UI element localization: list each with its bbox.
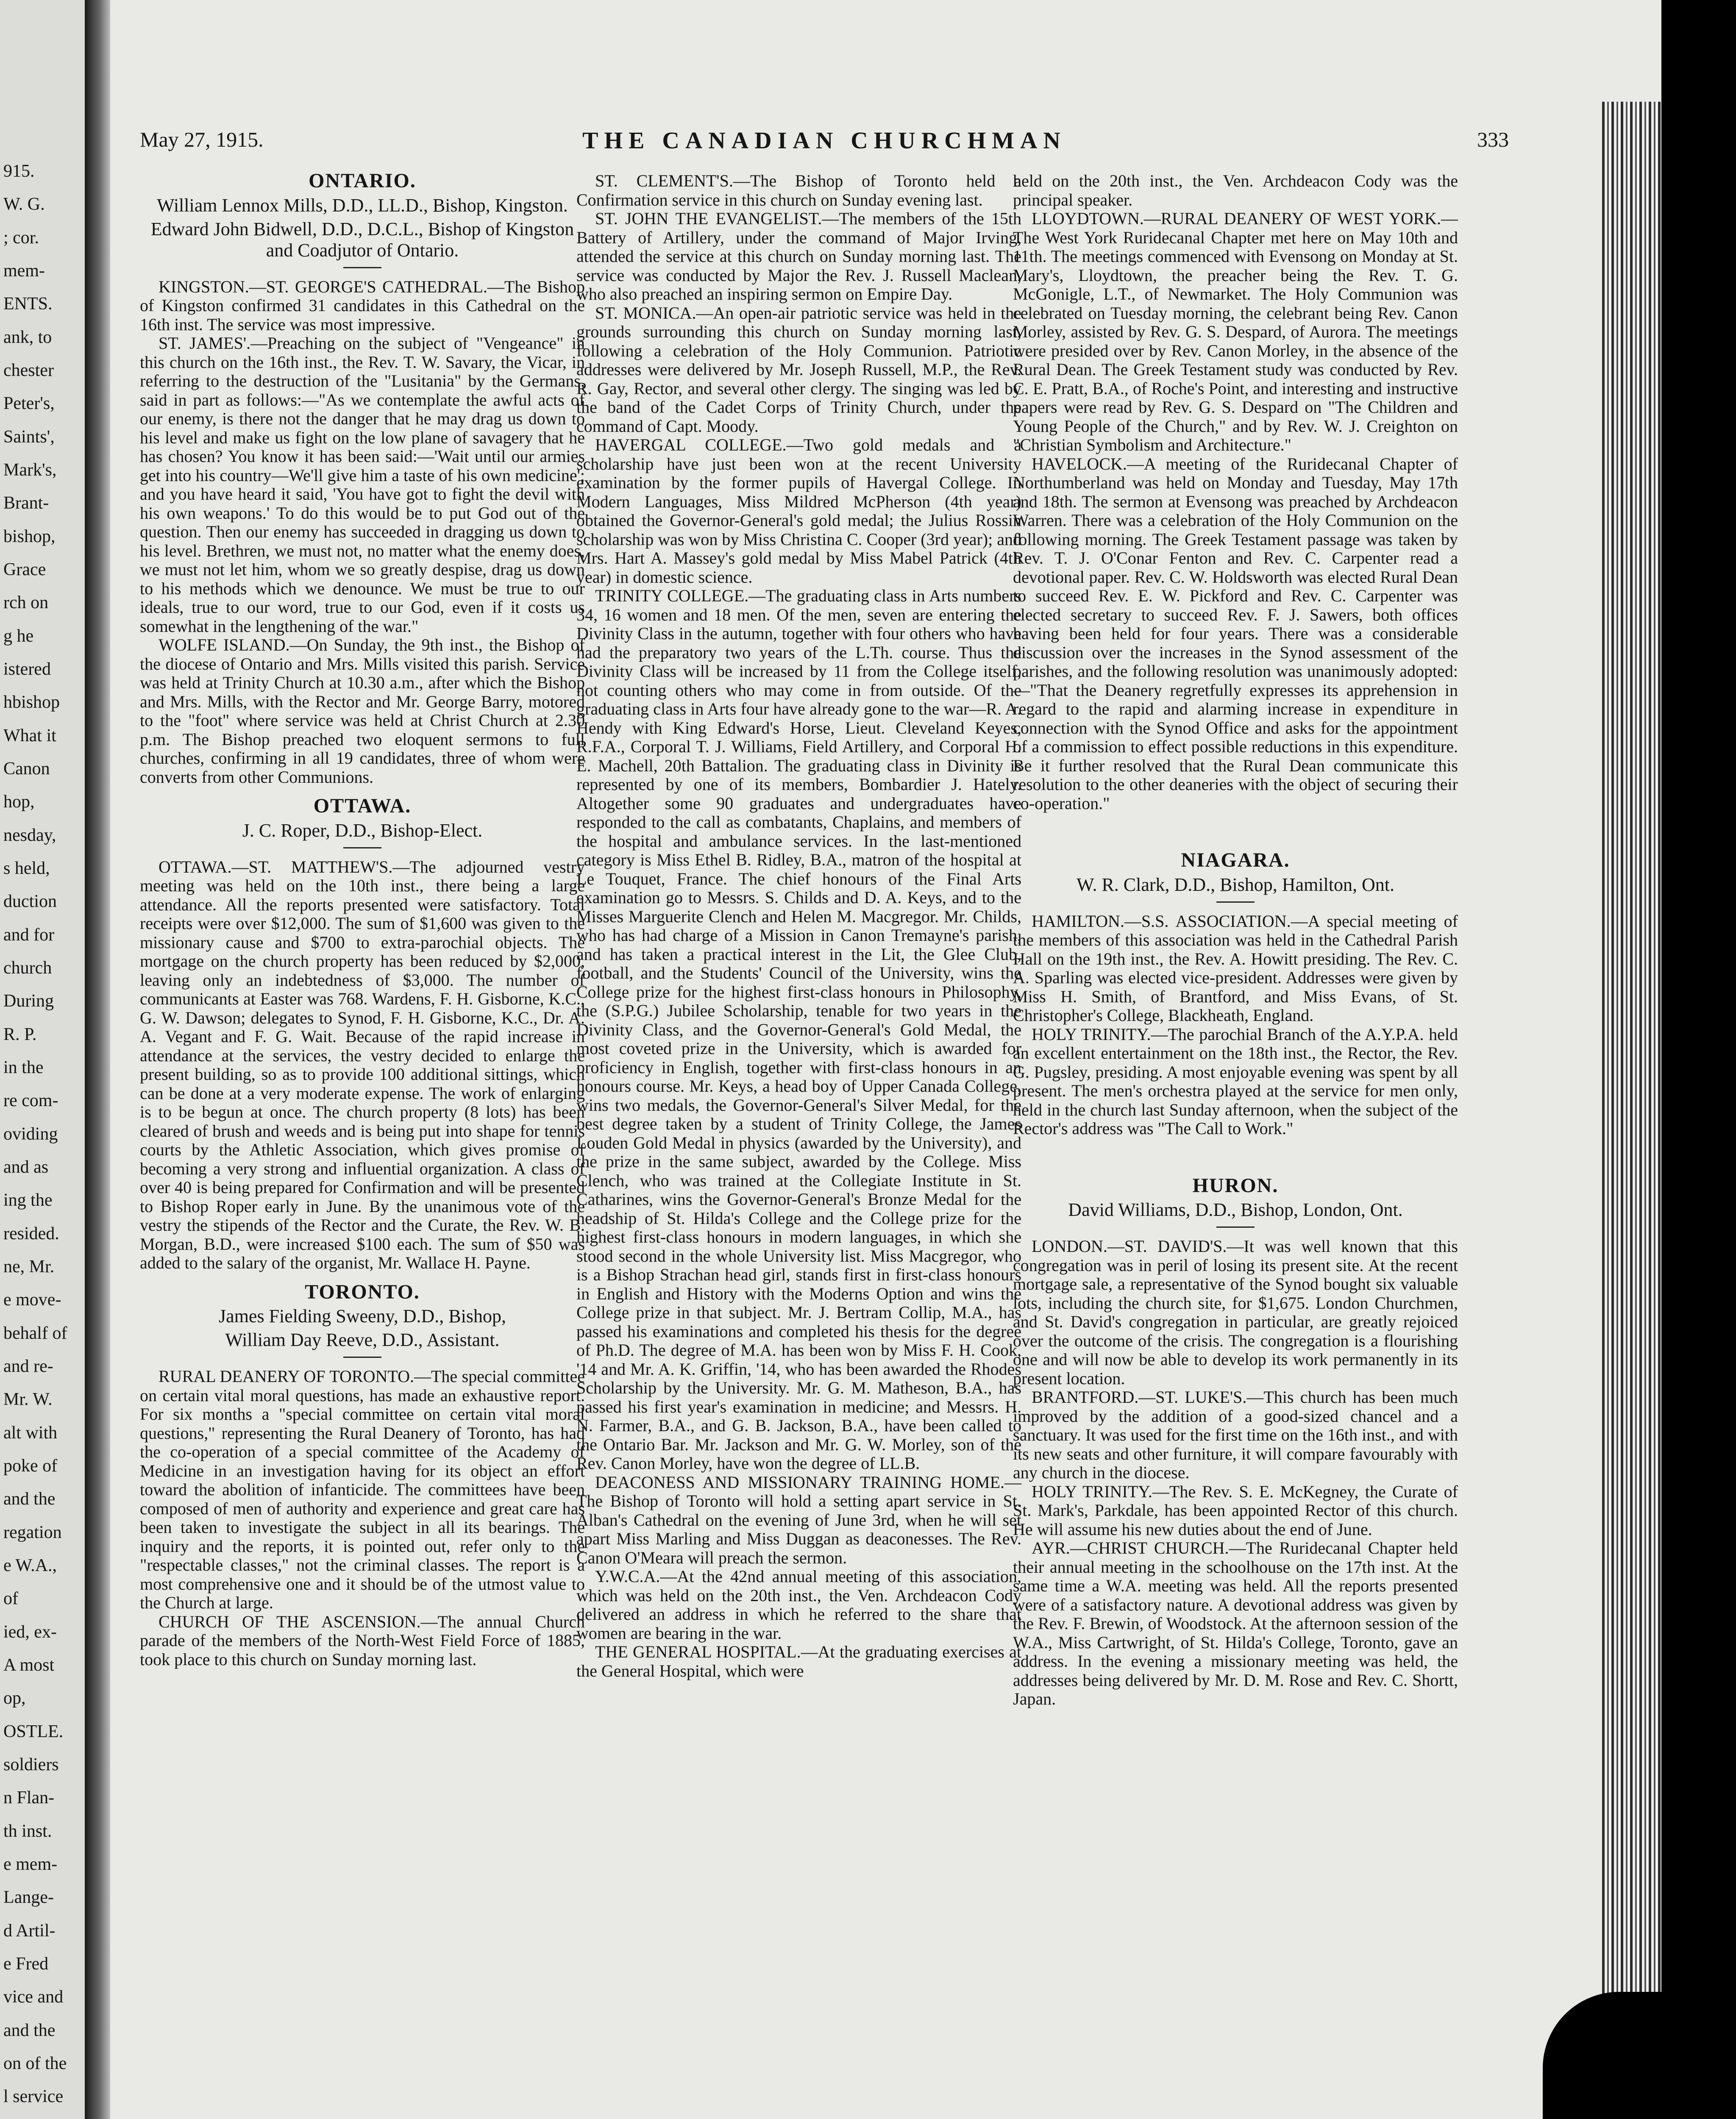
header-date: May 27, 1915.	[140, 128, 264, 151]
page-number: 333	[1477, 128, 1509, 151]
facing-page-text: e move-	[3, 1290, 61, 1310]
facing-page-text: During	[3, 991, 54, 1011]
article-paragraph: CHURCH OF THE ASCENSION.—The annual Church parade of the members of the North-West Field Force of 1885, took place to this church on Sunday morning last.	[140, 1612, 585, 1669]
article-paragraph: RURAL DEANERY OF TORONTO.—The special committee on certain vital moral questions, has made an exhaustive report. For six months a "special committee on certain vital moral questions," representing the Rural Deanery of Toronto, has had the co-operation of a special committee of the Academy of Medicine in an investigation having for its object an effort toward the abolition of infanticide. The committees have been composed of men of authority and experience and great care has been taken to investigate the subject in all its bearings. The inquiry and the reports, it is pointed out, refer only to the "respectable classes," not the criminal classes. The report is a most comprehensive one and it should be of the utmost value to the Church at large.	[140, 1367, 585, 1612]
article-paragraph: TRINITY COLLEGE.—The graduating class in Arts numbers 34, 16 women and 18 men. Of the men, seven are entering the Divinity Class in the autumn, together with four others who have had the preparatory two years of the L.Th. course. Thus the Divinity Class will be increased by 11 from the College itself, not counting others who may come in from outside. Of the graduating class in Arts four have already gone to the war—R. A. Hendy with King Edward's Horse, Lieut. Cleveland Keyes, R.F.A., Corporal T. J. Williams, Field Artillery, and Corporal H. E. Machell, 20th Battalion. The graduating class in Divinity is represented by one of its members, Bombardier J. Hately. Altogether some 90 graduates and undergraduates have responded to the call as combatants, Chaplains, and members of the hospital and ambulance services. In the last-mentioned category is Miss Ethel B. Ridley, B.A., matron of the hospital at Le Touquet, France. The chief honours of the Final Arts examination go to Messrs. S. Childs and D. A. Keys, and to the Misses Marguerite Clench and Helen M. Macgregor. Mr. Childs, who has had charge of a Mission in Canon Tremayne's parish, and has taken a practical interest in the Lit, the Glee Club, football, and the Students' Council of the University, wins the College prize for the highest first-class honours in Philosophy, the (S.P.G.) Jubilee Scholarship, tenable for two years in the Divinity Class, and the Governor-General's Gold Medal, the most coveted prize in the University, which is awarded for proficiency in English, together with first-class honours in an honours course. Mr. Keys, a head boy of Upper Canada College, wins two medals, the Governor-General's Silver Medal, for the best degree taken by a student of Trinity College, the James Louden Gold Medal in physics (awarded by the University), and the prize in the same subject, awarded by the College. Miss Clench, who was trained at the Collegiate Institute in St. Catharines, wins the Governor-General's Bronze Medal for the headship of St. Hilda's College and the College prize for the highest first-class honours in modern languages, in which she stood second in the whole University list. Miss Macgregor, who is a Bishop Strachan head girl, stands first in first-class honours in English and History with the Moderns Option and wins the College prize in that subject. Mr. J. Bertram Collip, M.A., has passed his examinations and completed his thesis for the degree of Ph.D. The degree of M.A. has been won by Miss F. H. Cook, '14 and Mr. A. K. Griffin, '14, who has been awarded the Rhodes Scholarship by the University. Mr. G. M. Matheson, B.A., has passed his first year's examination in medicine; and Messrs. H. N. Farmer, B.A., and G. B. Jackson, B.A., have been called to the Ontario Bar. Mr. Jackson and Mr. G. W. Morley, son of the Rev. Canon Morley, have won the degree of LL.B.	[576, 586, 1021, 1473]
facing-page-text: ied, ex-	[3, 1622, 57, 1642]
bishop-line: James Fielding Sweeny, D.D., Bishop,	[219, 1306, 506, 1326]
article-paragraph: ST. JOHN THE EVANGELIST.—The members of the 15th Battery of Artillery, under the command of Major Irving, attended the service at this church on Sunday morning last. The service was conducted by Major the Rev. J. Russell Maclean, who also preached an inspiring sermon on Empire Day.	[576, 209, 1021, 303]
article-paragraph: HOLY TRINITY.—The Rev. S. E. McKegney, the Curate of St. Mark's, Parkdale, has been appointed Rector of this church. He will assume his new duties about the end of June.	[1013, 1482, 1458, 1539]
facing-page-text: e Fred	[3, 1954, 49, 1974]
facing-page-text: and as	[3, 1157, 49, 1177]
facing-page-text: l service	[3, 2087, 64, 2107]
facing-page-text: soldiers	[3, 1755, 59, 1774]
facing-page-text: 915.	[3, 161, 35, 181]
divider	[1216, 901, 1255, 903]
article-paragraph: KINGSTON.—ST. GEORGE'S CATHEDRAL.—The Bishop of Kingston confirmed 31 candidates in this Cathedral on the 16th inst. The service was most impressive.	[140, 277, 585, 334]
article-paragraph: HOLY TRINITY.—The parochial Branch of the A.Y.P.A. held an excellent entertainment on the 18th inst., the Rector, the Rev. G. Pugsley, presiding. A most enjoyable evening was spent by all present. The men's orchestra played at the service for men only, held in the church last Sunday afternoon, when the subject of the Rector's address was "The Call to Work."	[1013, 1024, 1458, 1138]
facing-page-text: n Flan-	[3, 1788, 55, 1808]
article-paragraph: LONDON.—ST. DAVID'S.—It was well known that this congregation was in peril of losing its present site. At the recent mortgage sale, a representative of the Synod bought six valuable lots, including the church site, for $1,675. London Churchmen, and St. David's congregation in particular, are greatly rejoiced over the outcome of the crisis. The congregation is a flourishing one and will now be able to develop its work permanently in its present location.	[1013, 1237, 1458, 1388]
divider	[343, 847, 381, 848]
article-paragraph: HAMILTON.—S.S. ASSOCIATION.—A special meeting of the members of this association was held in the Cathedral Parish Hall on the 19th inst., the Rev. A. Howitt presiding. The Rev. C. A. Sparling was elected vice-president. Addresses were given by Miss H. Smith, of Brantford, and Miss Evans, of St. Christopher's College, Blackheath, England.	[1013, 911, 1458, 1025]
facing-page-text: on of the	[3, 2054, 67, 2073]
facing-page-text: e mem-	[3, 1855, 58, 1874]
column-2	[576, 172, 1021, 1680]
facing-page-text: Grace	[3, 560, 46, 579]
bishop-line: William Day Reeve, D.D., Assistant.	[225, 1329, 500, 1350]
facing-page-text: d Artil-	[3, 1921, 56, 1941]
facing-page-text: bishop,	[3, 526, 56, 546]
facing-page-text: OSTLE.	[3, 1721, 64, 1741]
article-paragraph: HAVELOCK.—A meeting of the Ruridecanal Chapter of Northumberland was held on Monday and Tuesday, May 17th and 18th. The sermon at Evensong was preached by Archdeacon Warren. There was a celebration of the Holy Communion on the following morning. The Greek Testament passage was taken by Rev. T. J. O'Conar Fenton and Rev. C. Carpenter read a devotional paper. Rev. C. W. Holdsworth was elected Rural Dean to succeed Rev. E. W. Pickford and Rev. C. Carpenter was elected secretary to succeed Rev. F. J. Sawers, both offices having been held for four years. There was a considerable discussion over the increases in the Synod assessment of the parishes, and the following resolution was unanimously adopted:—"That the Deanery regretfully expresses its apprehension in regard to the rapid and alarming increase in expenditure in connection with the Synod Office and asks for the appointment of a commission to effect possible reductions in this expenditure. Be it further resolved that the Rural Dean communicate this resolution to the other deaneries with the object of securing their co-operation."	[1013, 454, 1458, 813]
column-1	[140, 172, 585, 1669]
facing-page-text: Lange-	[3, 1888, 54, 1908]
facing-page-fragment	[0, 0, 85, 2119]
facing-page-text: of	[3, 1589, 18, 1609]
facing-page-text: Peter's,	[3, 394, 55, 414]
article-paragraph: AYR.—CHRIST CHURCH.—The Ruridecanal Chapter held their annual meeting in the schoolhouse on the 17th inst. At the same time a W.A. meeting was held. All the reports presented were of a satisfactory nature. A devotional address was given by the Rev. F. Brewin, of Woodstock. At the afternoon session of the W.A., Miss Cartwright, of St. Hilda's College, Toronto, gave an address. In the evening a missionary meeting was held, the addresses being delivered by Mr. D. M. Rose and Rev. C. Shortt, Japan.	[1013, 1538, 1458, 1708]
bishop-line: William Lennox Mills, D.D., LL.D., Bishop, Kingston.	[157, 195, 568, 216]
article-paragraph: LLOYDTOWN.—RURAL DEANERY OF WEST YORK.—The West York Ruridecanal Chapter met here on May 10th and 11th. The meetings commenced with Evensong on Monday at St. Mary's, Lloydtown, the preacher being the Rev. T. G. McGonigle, L.T., of Newmarket. The Holy Communion was celebrated on Tuesday morning, the celebrant being Rev. Canon Morley, assisted by Rev. G. S. Despard, of Aurora. The meetings were presided over by Rev. Canon Morley, in the absence of the Rural Dean. The Greek Testament study was conducted by Rev. C. E. Pratt, B.A., of Roche's Point, and interesting and instructive papers were read by Rev. G. S. Despard on "The Children and Young People of the Church," and by Rev. W. J. Creighton on "Christian Symbolism and Architecture."	[1013, 209, 1458, 454]
facing-page-text: op,	[3, 1688, 26, 1708]
facing-page-text: ing the	[3, 1190, 53, 1210]
facing-page-text: Brant-	[3, 493, 49, 513]
facing-page-text: and the	[3, 1489, 56, 1509]
divider	[1216, 1226, 1255, 1228]
facing-page-text: hbishop	[3, 692, 60, 712]
facing-page-text: alt with	[3, 1423, 58, 1443]
facing-page-text: regation	[3, 1522, 62, 1542]
facing-page-text: g he	[3, 626, 34, 646]
article-paragraph: BRANTFORD.—ST. LUKE'S.—This church has been much improved by the addition of a good-sized chancel and a sanctuary. It was used for the first time on the 16th inst., and with its new seats and other furniture, it will compare favourably with any church in the diocese.	[1013, 1388, 1458, 1482]
facing-page-text: nesday,	[3, 825, 56, 845]
facing-page-text: duction	[3, 892, 57, 912]
facing-page-text: church	[3, 958, 52, 978]
facing-page-text: oviding	[3, 1124, 58, 1144]
facing-page-text: ENTS.	[3, 294, 53, 314]
facing-page-text: and re-	[3, 1357, 53, 1376]
article-paragraph: HAVERGAL COLLEGE.—Two gold medals and a scholarship have just been won at the recent University examination by the former pupils of Havergal College. In Modern Languages, Miss Mildred McPherson (4th year) obtained the Governor-General's gold medal; the Julius Rossin scholarship was won by Miss Christina C. Cooper (3rd year); and Mrs. Hart A. Massey's gold medal by Miss Mabel Patrick (4th year) in domestic science.	[576, 435, 1021, 587]
facing-page-text: ne, Mr.	[3, 1257, 55, 1276]
divider	[343, 267, 381, 268]
facing-page-text: chester	[3, 361, 54, 380]
facing-page-text: s held,	[3, 859, 50, 878]
book-edge	[1602, 102, 1661, 2077]
facing-page-text: Saints',	[3, 427, 55, 447]
article-paragraph: ST. JAMES'.—Preaching on the subject of "Vengeance" in this church on the 16th inst., the Rev. T. W. Savary, the Vicar, in referring to the destruction of the "Lusitania" by the Germans, said in part as follows:—"As we contemplate the awful acts of our enemy, is there not the danger that he may drag us down to his level and make us fight on the low plane of savagery that he has chosen? You know it has been said:—'Wait until our armies get into his country—We'll give him a taste of his own medicine'; and you have heard it said, 'You have got to fight the devil with his own weapons.' To do this would be to put God out of the question. Then our enemy has succeeded in dragging us down to his level. Brethren, we must not, no matter what the enemy does, we must not let him, whom we so greatly despise, drag us down to his methods which we denounce. We must be true to our ideals, true to our word, true to our God, even if it costs us somewhat in the lengthening of the war."	[140, 334, 585, 636]
facing-page-text: istered	[3, 659, 51, 679]
column-3	[1013, 172, 1458, 1709]
page-header	[140, 127, 1509, 161]
facing-page-text: hop,	[3, 792, 35, 812]
facing-page-text: vice and	[3, 1987, 64, 2007]
bishop-line: W. R. Clark, D.D., Bishop, Hamilton, Ont.	[1076, 874, 1395, 895]
article-paragraph: held on the 20th inst., the Ven. Archdeacon Cody was the principal speaker.	[1013, 171, 1458, 209]
bishop-line: J. C. Roper, D.D., Bishop-Elect.	[242, 820, 483, 841]
article-paragraph: Y.W.C.A.—At the 42nd annual meeting of this association, which was held on the 20th inst., the Ven. Archdeacon Cody delivered an address in which he referred to the share that women are bearing in the war.	[576, 1567, 1021, 1643]
section-heading-toronto: TORONTO.	[305, 1280, 420, 1303]
facing-page-text: re com-	[3, 1091, 58, 1111]
article-paragraph: ST. MONICA.—An open-air patriotic service was held in the grounds surrounding this church on Sunday morning last, following a celebration of the Holy Communion. Patriotic addresses were delivered by Mr. Joseph Russell, M.P., the Rev. R. Gay, Rector, and several other clergy. The singing was led by the band of the Cadet Corps of Trinity Church, under the command of Capt. Moody.	[576, 303, 1021, 436]
facing-page-text: mem-	[3, 261, 45, 281]
facing-page-text: ; cor.	[3, 228, 39, 247]
facing-page-text: ank, to	[3, 327, 52, 347]
section-heading-huron: HURON.	[1192, 1174, 1279, 1197]
facing-page-text: e W.A.,	[3, 1556, 57, 1575]
facing-page-text: and the	[3, 2020, 56, 2040]
facing-page-text: th inst.	[3, 1821, 52, 1841]
facing-page-text: R. P.	[3, 1024, 37, 1044]
article-paragraph: OTTAWA.—ST. MATTHEW'S.—The adjourned vestry meeting was held on the 10th inst., there being a large attendance. All the reports presented were satisfactory. Total receipts were over $12,000. The sum of $1,600 was given to the missionary cause and $700 to extra-parochial objects. The mortgage on the church property has been reduced by $2,000, leaving only an indebtedness of $3,000. The number of communicants at Easter was 768. Wardens, F. H. Gisborne, K.C., G. W. Dawson; delegates to Synod, F. H. Gisborne, K.C., Dr. A. A. Vegant and F. G. Wait. Because of the rapid increase in attendance at the services, the vestry decided to enlarge the present building, so as to provide 100 additional sittings, which can be done at a very moderate expense. The work of enlarging is to be begun at once. The church property (8 lots) has been cleared of brush and weeds and is being put into shape for tennis courts by the Athletic Association, which gives promise of becoming a very strong and influential organization. A class of over 40 is being prepared for Confirmation and will be presented to Bishop Roper early in June. By the unanimous vote of the vestry the stipends of the Rector and the Curate, the Rev. W. B. Morgan, B.D., were increased $100 each. The sum of $50 was added to the salary of the organist, Mr. Wallace H. Payne.	[140, 857, 585, 1272]
article-paragraph: DEACONESS AND MISSIONARY TRAINING HOME.—The Bishop of Toronto will hold a setting apart service in St. Alban's Cathedral on the evening of June 3rd, when he will set apart Miss Marling and Miss Duggan as deaconesses. The Rev. Canon O'Meara will preach the sermon.	[576, 1472, 1021, 1567]
facing-page-text: What it	[3, 726, 56, 745]
facing-page-text: Canon	[3, 759, 50, 779]
book-corner-shadow	[1543, 1992, 1661, 2119]
bishop-line: David Williams, D.D., Bishop, London, Ont.	[1068, 1199, 1403, 1220]
facing-page-text: and for	[3, 925, 55, 945]
article-paragraph: THE GENERAL HOSPITAL.—At the graduating exercises at the General Hospital, which were	[576, 1642, 1021, 1680]
section-heading-ottawa: OTTAWA.	[313, 795, 412, 817]
facing-page-text: A most	[3, 1655, 55, 1675]
masthead-title: THE CANADIAN CHURCHMAN	[582, 128, 1066, 154]
section-heading-ontario: ONTARIO.	[309, 170, 416, 192]
divider	[343, 1357, 381, 1358]
bishop-line: Edward John Bidwell, D.D., D.C.L., Bishop of Kingston and Coadjutor of Ontario.	[150, 218, 574, 261]
facing-page-text: behalf of	[3, 1323, 67, 1343]
facing-page-text: W. G.	[3, 195, 45, 214]
facing-page-text: Mr. W.	[3, 1390, 53, 1410]
facing-page-text: rch on	[3, 593, 49, 613]
page-gutter	[85, 0, 110, 2119]
article-paragraph: ST. CLEMENT'S.—The Bishop of Toronto held a Confirmation service in this church on Sunday evening last.	[576, 171, 1021, 209]
facing-page-text: Mark's,	[3, 460, 57, 480]
facing-page-text: in the	[3, 1058, 44, 1077]
article-paragraph: WOLFE ISLAND.—On Sunday, the 9th inst., the Bishop of the diocese of Ontario and Mrs. Mills visited this parish. Service was held at Trinity Church at 10.30 a.m., after which the Bishop and Mrs. Mills, with the Rector and Mr. George Barry, motored to the "foot" where service was held at Christ Church at 2.30 p.m. The Bishop preached two eloquent sermons to full churches, confirming in all 19 candidates, three of whom were converts from other Communions.	[140, 635, 585, 787]
section-heading-niagara: NIAGARA.	[1181, 849, 1290, 871]
facing-page-text: resided.	[3, 1224, 59, 1243]
facing-page-text: poke of	[3, 1456, 58, 1476]
